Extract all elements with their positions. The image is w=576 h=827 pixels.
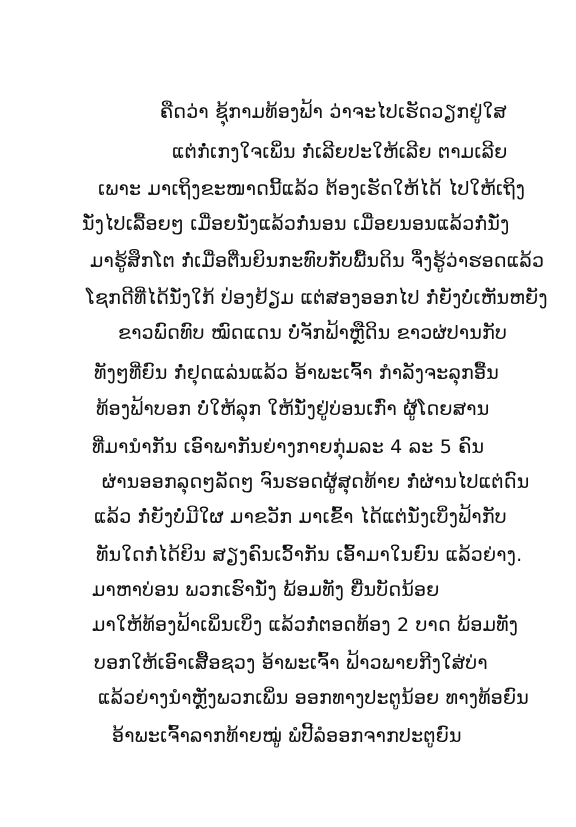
text-line-5: ມາຮູ້ສຶກໂຕ ກໍ່ເມື່ອຕື່ນຍິນກະທົບກັບພື້ນດິນ ຈຶ່ງຮູ້ວ່າຮອດແລ້ວ bbox=[90, 250, 545, 272]
text-line-9: ທ້ອງຟ້າບອກ ບໍ່ໃຫ້ລຸກ ໃຫ້ນັ່ງຢູ່ບ່ອນເກົ່າ ຜູ້ໂດຍສານ bbox=[96, 398, 490, 420]
text-line-12: ແລ້ວ ກໍ່ຍັງບໍ່ມີໃຜ ມາຂວັກ ມາເຂົ້າ ໄດ້ແຕ່ນັ່ງເບິ່ງຟ້າກັບ bbox=[94, 506, 507, 528]
text-line-10: ທີ່ມານໍາກັນ ເອົາພາກັນຍ່າງກາຍກຸ່ມລະ 4 ລະ 5 ຄົນ bbox=[92, 436, 485, 458]
text-line-17: ແລ້ວຍ່າງນໍາຫຼັງພວກເພິ່ນ ອອກທາງປະຕູນ້ອຍ ທາງທ້ອຍົນ bbox=[98, 687, 529, 709]
text-line-18: ອ້າພະເຈົ້າລາກທ້າຍໝູ່ ພໍປີ້ລໍອອກຈາກປະຕູຍົນ bbox=[112, 725, 462, 747]
text-line-13: ທັນໃດກໍ່ໄດ້ຍິນ ສຽງຄົນເວົ້າກັນ ເອົ້າມາໃນຍົນ ແລ້ວຍ່າງ. bbox=[96, 544, 523, 566]
text-line-1: ຄືດວ່າ ຊຸ້ກາມທ້ອງຟ້າ ວ່າຈະໄປເຮັດວຽກຢູ່ໃສ bbox=[160, 101, 507, 123]
text-line-2: ແຕ່ກໍ່ເກງໃຈເພິ່ນ ກໍ່ເລີຍປະໃຫ້ເລີຍ ຕາມເລີຍ bbox=[172, 141, 508, 163]
text-line-6: ໂຊກດີທີ່ໄດ້ນັ່ງໃກ້ ປ່ອງຢ້ຽມ ແຕ່ສອງອອກໄປ ກໍ່ຍັງບໍ່ເຫັນຫຍັງ bbox=[86, 287, 548, 309]
text-line-3: ເພາະ ມາເຖິງຂະໜາດນີ້ແລ້ວ ຕ້ອງເຮັດໃຫ້ໄດ້ ໄປໃຫ້ເຖິງ bbox=[98, 178, 526, 200]
text-line-15: ມາໃຫ້ທ້ອງຟ້າເພິ່ນເບິ່ງ ແລ້ວກໍ່ຕອດທ້ອງ 2 ບາດ ພ້ອມທັງ bbox=[92, 614, 519, 636]
text-line-11: ຜ່ານອອກລຸດໆລັດໆ ຈົນຮອດຜູ້ສຸດທ້າຍ ກໍ່ຜ່ານໄປແຕ່ດົນ bbox=[102, 471, 530, 493]
text-line-16: ບອກໃຫ້ເອົາເສື້ອຊວງ ອ້າພະເຈົ້າ ຟ້າວພາຍກີງໃສ່ບ່າ bbox=[94, 652, 488, 674]
text-line-7: ຂາວພົດທົບ ໝົດແດນ ບໍ່ຈັກຟ້າຫຼືດິນ ຂາວຜ່ປານກັບ bbox=[118, 322, 508, 344]
text-line-4: ນັ່ງໄປເລື້ອຍໆ ເມື່ອຍນັ່ງແລ້ວກໍ່ນອນ ເມື່ອຍນອນແລ້ວກໍ່ນັ່ງ bbox=[82, 213, 510, 235]
text-line-14: ມາຫາບ່ອນ ພວກເຮົານັ່ງ ພ້ອມທັງ ຍື່ນບັດນ້ອຍ bbox=[92, 579, 440, 601]
text-line-8: ທັງໆທີ່ຍົນ ກໍ່ຢຸດແລ່ນແລ້ວ ອ້າພະເຈົ້າ ກໍາລັງຈະລຸກອື້ນ bbox=[94, 362, 499, 384]
